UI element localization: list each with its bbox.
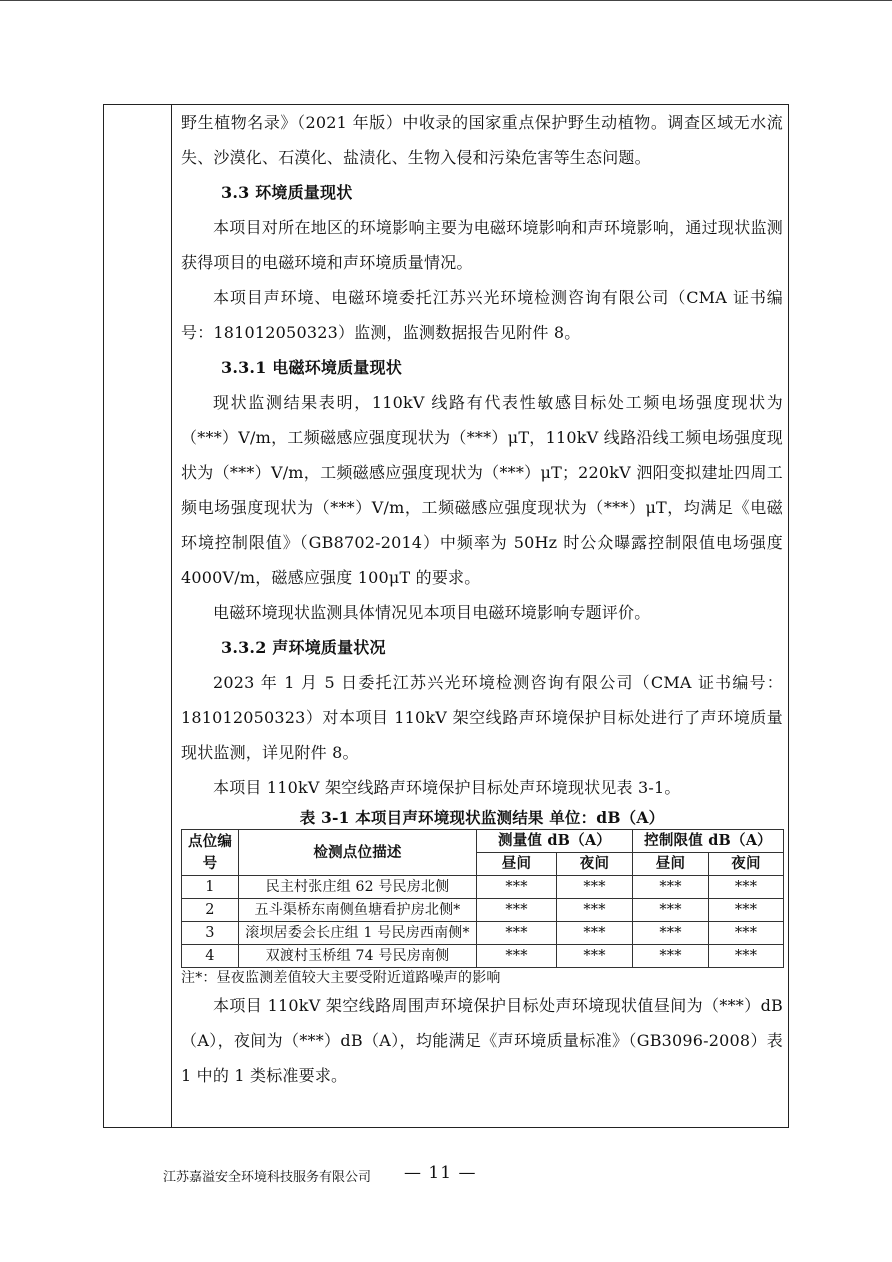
section-3-3-2-title: 3.3.2 声环境质量状况 [221,638,386,657]
cell-desc: 五斗渠桥东南侧鱼塘看护房北侧* [239,899,477,922]
cell-no: 4 [182,945,239,968]
cell-measured-night: *** [557,945,633,968]
section-3-3-title: 3.3 环境质量现状 [221,183,353,202]
paragraph-5: 电磁环境现状监测具体情况见本项目电磁环境影响专题评价。 [213,603,651,622]
cell-limit-day: *** [633,945,709,968]
left-column [104,105,172,1127]
noise-monitoring-table [181,829,784,968]
cell-limit-day: *** [633,876,709,899]
page-number: — 11 — [404,1163,477,1183]
table-row [182,899,784,922]
page-top-rule [0,0,892,1]
cell-limit-day: *** [633,899,709,922]
table-header-row-1 [182,830,784,853]
cell-no: 1 [182,876,239,899]
cell-limit-night: *** [709,876,784,899]
cell-measured-day: *** [477,899,557,922]
table-caption: 表 3-1 本项目声环境现状监测结果 单位：dB（A） [299,808,665,827]
cell-no: 3 [182,922,239,945]
header-measured: 测量值 dB（A） [477,830,633,853]
paragraph-7: 本项目 110kV 架空线路声环境保护目标处声环境现状见表 3-1。 [213,778,681,797]
paragraph-1: 野生植物名录》（2021 年版）中收录的国家重点保护野生动植物。调查区域无水流失、沙漠化、石漠化、盐渍化、生物入侵和污染危害等生态问题。 [181,113,783,167]
cell-limit-night: *** [709,945,784,968]
header-measured-day: 昼间 [477,853,557,876]
cell-desc: 民主村张庄组 62 号民房北侧 [239,876,477,899]
paragraph-6: 2023 年 1 月 5 日委托江苏兴光环境检测咨询有限公司（CMA 证书编号：181012050323）对本项目 110kV 架空线路声环境保护目标处进行了声环境质量现状监测，详见附件 8。 [181,673,783,762]
table-note: 注*：昼夜监测差值较大主要受附近道路噪声的影响 [181,970,501,986]
cell-limit-day: *** [633,922,709,945]
cell-measured-night: *** [557,922,633,945]
header-limit: 控制限值 dB（A） [633,830,784,853]
cell-measured-day: *** [477,945,557,968]
header-point-no: 点位编号 [182,830,239,876]
table-row [182,922,784,945]
cell-measured-night: *** [557,876,633,899]
cell-desc: 滚坝居委会长庄组 1 号民房西南侧* [239,922,477,945]
paragraph-4: 现状监测结果表明，110kV 线路有代表性敏感目标处工频电场强度现状为（***）V/m，工频磁感应强度现状为（***）μT，110kV 线路沿线工频电场强度现状为（***）V/m，工频磁感应强度现状为（***）μT；220kV 泗阳变拟建址四周工频电场强度现状为（***）V/m，工频磁感应强度现状为（***）μT，均满足《电磁环境控制限值》（GB8702-2014）中频率为 50Hz 时公众曝露控制限值电场强度 4000V/m，磁感应强度 100μT 的要求。 [181,393,783,587]
header-measured-night: 夜间 [557,853,633,876]
header-limit-day: 昼间 [633,853,709,876]
footer-company: 江苏嘉溢安全环境科技服务有限公司 [163,1170,372,1185]
cell-desc: 双渡村玉桥组 74 号民房南侧 [239,945,477,968]
content-frame [103,104,789,1128]
paragraph-3: 本项目声环境、电磁环境委托江苏兴光环境检测咨询有限公司（CMA 证书编号：181012050323）监测，监测数据报告见附件 8。 [181,288,783,342]
header-limit-night: 夜间 [709,853,784,876]
section-3-3-1-title: 3.3.1 电磁环境质量现状 [221,358,402,377]
cell-no: 2 [182,899,239,922]
page-footer [0,1163,892,1190]
cell-measured-day: *** [477,922,557,945]
paragraph-2: 本项目对所在地区的环境影响主要为电磁环境影响和声环境影响，通过现状监测获得项目的电磁环境和声环境质量情况。 [181,218,783,272]
paragraph-8: 本项目 110kV 架空线路周围声环境保护目标处声环境现状值昼间为（***）dB（A），夜间为（***）dB（A），均能满足《声环境质量标准》（GB3096-2008）表 1 中的 1 类标准要求。 [181,996,783,1085]
table-row [182,876,784,899]
cell-measured-night: *** [557,899,633,922]
header-description: 检测点位描述 [239,830,477,876]
table-row [182,945,784,968]
cell-limit-night: *** [709,922,784,945]
cell-measured-day: *** [477,876,557,899]
cell-limit-night: *** [709,899,784,922]
main-content [181,105,783,1093]
